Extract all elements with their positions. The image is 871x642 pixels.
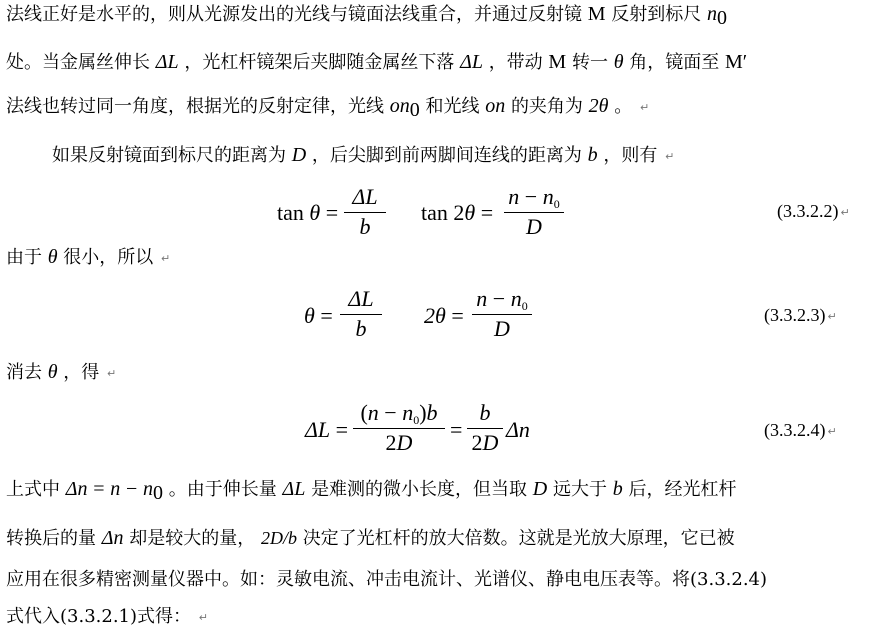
paragraph-line-2: 处。当金属丝伸长 ΔL ，光杠杆镜架后夹脚随金属丝下落 ΔL ，带动 M 转一 θ 角，镜面至 M′ [6,51,748,73]
fraction-deltaL-over-b-2: ΔL b [340,286,382,346]
equation-2-theta: θ = [304,303,333,328]
text-eliminate-theta: 消去 θ ，得 ↵ [6,361,117,383]
paragraph-line-4: 如果反射镜面到标尺的距离为 D ，后尖脚到前两脚间连线的距离为 b ，则有 ↵ [52,144,675,166]
equation-number-3: (3.3.2.4) ↵ [764,420,837,440]
paragraph-line-3: 法线也转过同一角度，根据光的反射定律，光线 $on_0$ 和光线 on 的夹角为 2θ 。 ↵ [6,95,650,121]
text-theta-small: 由于 θ 很小，所以 ↵ [6,246,171,268]
equation-1-tan-theta: tan θ = [277,200,339,225]
fraction-n-minus-n0-over-D-1: $n - n_0$ D [504,184,564,244]
paragraph-3-line-4: 式代入(3.3.2.1)式得： ↵ [6,606,208,627]
paragraph-3-line-3: 应用在很多精密测量仪器中。如：灵敏电流、冲击电流计、光谱仪、静电电压表等。将(3.3.2.4) [6,569,768,590]
equation-2-two-theta: 2θ = [424,303,464,328]
paragraph-3-line-1: 上式中 $\Delta n = n - n_0$ 。由于伸长量 ΔL 是难测的微小长度，但当取 D 远大于 b 后，经光杠杆 [6,478,737,504]
equation-1-tan-2theta: tan 2θ = [421,200,494,225]
equation-3-delta-n: Δn [506,417,530,442]
equation-3-equals: = [450,417,463,442]
paragraph-3-line-2: 转换后的量 Δn 却是较大的量， 2D/b 决定了光杠杆的放大倍数。这就是光放大原理，它已被 [6,527,735,549]
symbol-M: M [587,3,606,25]
equation-3-deltaL: ΔL = [305,417,349,442]
equation-number-2: (3.3.2.3) ↵ [764,305,837,325]
equation-number-1: (3.3.2.2) ↵ [777,201,850,221]
fraction-n-minus-n0-b-over-2D: $(n - n_0)b$ 2D [353,400,445,460]
fraction-b-over-2D: b 2D [467,400,503,460]
paragraph-line-1: 法线正好是水平的，则从光源发出的光线与镜面法线重合，并通过反射镜 M 反射到标尺 $n_0$ [6,3,727,29]
fraction-deltaL-over-b-1: ΔL b [344,184,386,244]
fraction-n-minus-n0-over-D-2: $n - n_0$ D [472,286,532,346]
